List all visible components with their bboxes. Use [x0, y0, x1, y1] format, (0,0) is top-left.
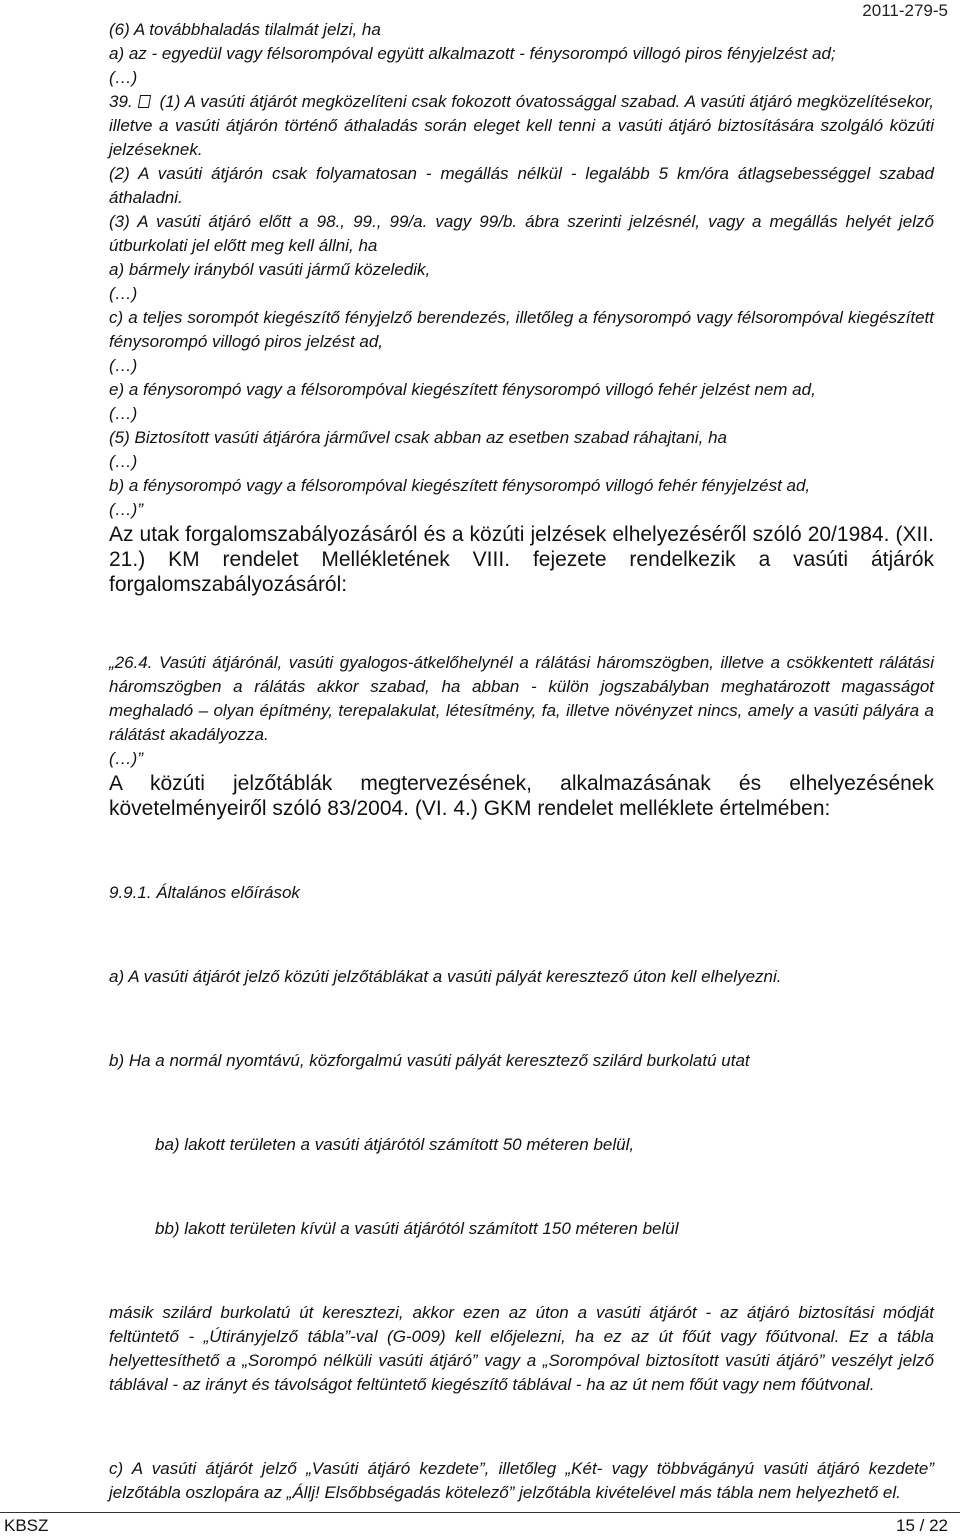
paragraph [109, 354, 934, 378]
paragraph [109, 378, 934, 402]
paragraph-text: b) Ha a normál nyomtávú, közforgalmú vasúti pályát keresztező szilárd burkolatú utat [109, 1051, 750, 1070]
paragraph [109, 474, 934, 498]
paragraph-text: másik szilárd burkolatú út keresztezi, akkor ezen az úton a vasúti átjárót - az átjáró biztosítási módját feltüntető - „Útirányjelző tábla”-val (G-009) kell előjelezni, ha ez az út főút vagy főútvonal. Ez a tábla helyettesíthető a „Sorompó nélküli vasúti átjáró” vagy a „Sorompóval biztosított vasúti átjáró” veszélyt jelző táblával - az irányt és távolságot feltüntető kiegészítő táblával - ha az út nem főút vagy nem főútvonal. [109, 1303, 934, 1394]
paragraph [109, 1049, 934, 1073]
paragraph-spacer [109, 837, 934, 865]
footer-label: KBSZ [4, 1516, 49, 1535]
paragraph-text: Az utak forgalomszabályozásáról és a közúti jelzések elhelyezéséről szóló 20/1984. (XII. 21.) KM rendelet Mellékletének VIII. fejezete rendelkezik a vasúti átjárók forgalomszabályozásáról: [109, 523, 934, 596]
paragraph-text: c) a teljes sorompót kiegészítő fényjelző berendezés, illetőleg a fénysorompó vagy félsorompóval kiegészített fénysorompó villogó piros jelzést ad, [109, 308, 934, 351]
paragraph [109, 450, 934, 474]
paragraph-text: (2) A vasúti átjárón csak folyamatosan - megállás nélkül - legalább 5 km/óra átlagsebességgel szabad áthaladni. [109, 164, 934, 207]
paragraph-text: (5) Biztosított vasúti átjáróra járművel csak abban az esetben szabad ráhajtani, ha [109, 428, 728, 447]
paragraph-spacer [109, 1089, 934, 1117]
body-text [109, 18, 934, 1505]
paragraph-text: (…)” [109, 500, 143, 519]
document-id: 2011-279-5 [862, 1, 948, 20]
paragraph [109, 162, 934, 210]
paragraph-text: c) A vasúti átjárót jelző „Vasúti átjáró kezdete”, illetőleg „Két- vagy többvágányú vasúti átjáró kezdete” jelzőtábla oszlopára az „Állj! Elsőbbségadás kötelező” jelzőtábla kivételével más tábla nem helyezhető el. [109, 1459, 934, 1502]
paragraph-text: bb) lakott területen kívül a vasúti átjárótól számított 150 méteren belül [155, 1219, 679, 1238]
paragraph-spacer [109, 613, 934, 635]
paragraph-text: (…) [109, 284, 138, 303]
paragraph-text: (…) [109, 356, 138, 375]
paragraph [109, 498, 934, 522]
paragraph-text: e) a fénysorompó vagy a félsorompóval kiegészített fénysorompó villogó fehér jelzést nem ad, [109, 380, 816, 399]
paragraph-text: (…) [109, 404, 138, 423]
paragraph [109, 90, 934, 162]
paragraph [109, 18, 934, 42]
paragraph [109, 258, 934, 282]
page-number: 15 / 22 [896, 1516, 948, 1535]
paragraph [109, 426, 934, 450]
paragraph-text: a) az - egyedül vagy félsorompóval együtt alkalmazott - fénysorompó villogó piros fényjelzést ad; [109, 44, 836, 63]
paragraph [109, 402, 934, 426]
paragraph [109, 747, 934, 771]
page-footer [0, 1512, 960, 1535]
paragraph-text: (6) A továbbhaladás tilalmát jelzi, ha [109, 20, 381, 39]
paragraph-text: (1) A vasúti átjárót megközelíteni csak fokozott óvatossággal szabad. A vasúti átjáró megközelítésekor, illetve a vasúti átjárón történő áthaladás során eleget kell tenni a vasúti átjáró biztosítására szolgáló közúti jelzéseknek. [109, 92, 934, 159]
section-number: 39. [109, 92, 133, 111]
section-sign-icon [137, 95, 150, 108]
paragraph-spacer [109, 921, 934, 949]
paragraph [109, 1301, 934, 1397]
paragraph-spacer [109, 1005, 934, 1033]
paragraph-text: A közúti jelzőtáblák megtervezésének, alkalmazásának és elhelyezésének követelményeiről szóló 83/2004. (VI. 4.) GKM rendelet melléklete értelmében: [109, 772, 934, 820]
paragraph-text: (3) A vasúti átjáró előtt a 98., 99., 99/a. vagy 99/b. ábra szerinti jelzésnél, vagy a megállás helyét jelző útburkolati jel előtt meg kell állni, ha [109, 212, 934, 255]
paragraph [109, 42, 934, 66]
paragraph-spacer [109, 1173, 934, 1201]
paragraph [109, 965, 934, 989]
paragraph-text: „26.4. Vasúti átjárónál, vasúti gyalogos-átkelőhelynél a rálátási háromszögben, illetve a csökkentett rálátási háromszögben a rálátás akkor szabad, ha abban - külön jogszabályban meghatározott magasságot meghaladó – olyan építmény, terepalakulat, létesítmény, fa, illetve növényzet nincs, amely a vasúti pályára a rálátást akadályozza. [109, 653, 934, 744]
paragraph-text: 9.9.1. Általános előírások [109, 883, 300, 902]
paragraph-text: (…) [109, 68, 138, 87]
paragraph [109, 522, 934, 597]
paragraph-text: b) a fénysorompó vagy a félsorompóval kiegészített fénysorompó villogó fehér fényjelzést ad, [109, 476, 811, 495]
paragraph [109, 1457, 934, 1505]
paragraph [109, 210, 934, 258]
paragraph-text: (…)” [109, 749, 143, 768]
paragraph [109, 306, 934, 354]
paragraph-text: a) bármely irányból vasúti jármű közeledik, [109, 260, 431, 279]
paragraph-spacer [109, 1257, 934, 1285]
paragraph [109, 1217, 934, 1241]
paragraph-spacer [109, 1413, 934, 1441]
paragraph [109, 881, 934, 905]
paragraph-text: a) A vasúti átjárót jelző közúti jelzőtáblákat a vasúti pályát keresztező úton kell elhelyezni. [109, 967, 782, 986]
paragraph [109, 66, 934, 90]
paragraph-text: (…) [109, 452, 138, 471]
paragraph [109, 651, 934, 747]
paragraph-text: ba) lakott területen a vasúti átjárótól számított 50 méteren belül, [155, 1135, 635, 1154]
paragraph [109, 771, 934, 821]
paragraph [109, 282, 934, 306]
paragraph [109, 1133, 934, 1157]
